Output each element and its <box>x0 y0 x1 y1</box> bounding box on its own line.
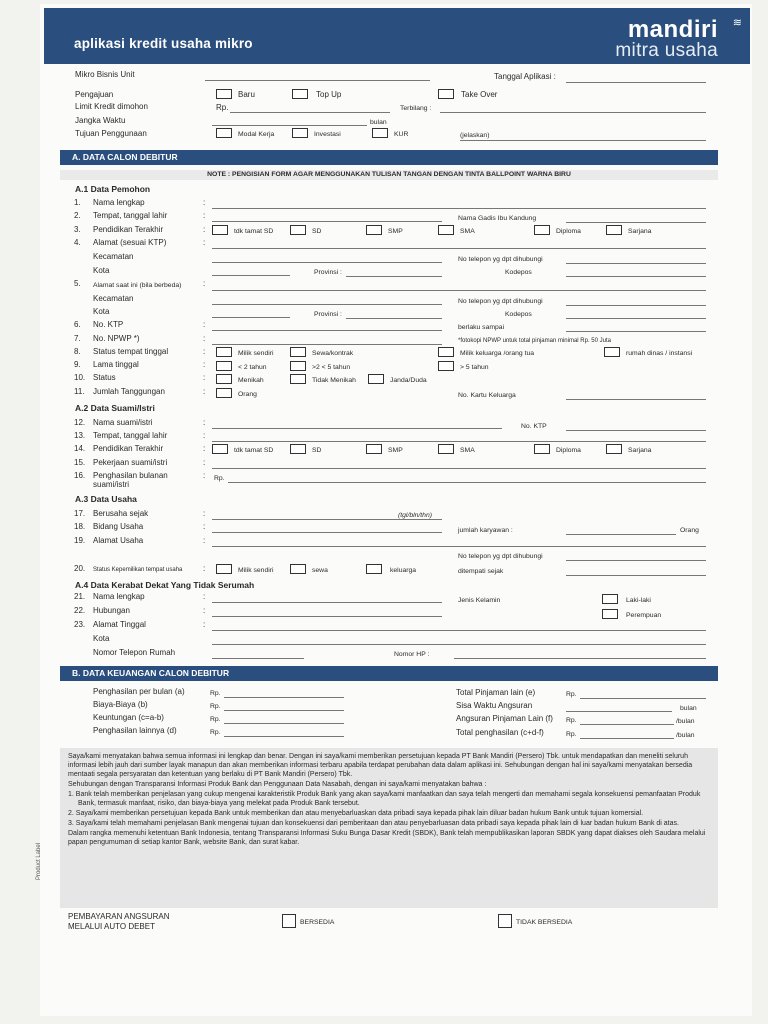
nama-ibu-field[interactable] <box>566 222 706 223</box>
tanggal-aplikasi-label: Tanggal Aplikasi : <box>494 72 556 81</box>
row-number: 5. <box>74 279 81 288</box>
row-number: 18. <box>74 522 86 531</box>
kk-field[interactable] <box>566 399 706 400</box>
no-ktp-field[interactable] <box>212 330 442 331</box>
section-b-header: B. DATA KEUANGAN CALON DEBITUR <box>60 666 718 681</box>
kerabat-kota-field[interactable] <box>212 644 706 645</box>
sisa-waktu-field[interactable] <box>566 711 672 712</box>
kk-label: No. Kartu Keluarga <box>458 392 516 399</box>
penghasilan-lain-field[interactable] <box>224 736 344 737</box>
terbilang-label: Terbilang : <box>400 105 432 112</box>
pekerjaan-field[interactable] <box>212 468 706 469</box>
sd2-label: SD <box>312 447 322 454</box>
row-number: 14. <box>74 444 86 453</box>
penghasilan-bulan-label: Penghasilan per bulan (a) <box>93 687 185 696</box>
row-number: 15. <box>74 458 86 467</box>
app-title: aplikasi kredit usaha mikro <box>74 36 253 51</box>
brand-subtitle: mitra usaha <box>615 40 718 61</box>
tidak-menikah-checkbox[interactable] <box>290 374 306 384</box>
kodepos-label: Kodepos <box>505 269 532 276</box>
row-colon: : <box>203 334 206 343</box>
row-number: 6. <box>74 320 81 329</box>
row-colon: : <box>203 373 206 382</box>
row-number: 13. <box>74 431 86 440</box>
alamat-usaha-label: Alamat Usaha <box>93 536 144 545</box>
terbilang-field[interactable] <box>440 112 706 113</box>
row-colon: : <box>203 509 206 518</box>
r25-checkbox[interactable] <box>290 361 306 371</box>
nama-ibu-label: Nama Gadis Ibu Kandung <box>458 215 537 222</box>
investasi-checkbox[interactable] <box>292 128 308 138</box>
kota-field[interactable] <box>212 275 290 276</box>
lt2-checkbox[interactable] <box>216 361 232 371</box>
no-telp-label: No telepon yg dpt dihubungi <box>458 256 543 263</box>
sma-checkbox[interactable] <box>438 225 454 235</box>
tempat-lahir-field[interactable] <box>212 221 442 222</box>
row-colon: : <box>203 444 206 453</box>
rp-label: Rp. <box>216 103 229 112</box>
a3-heading: A.3 Data Usaha <box>75 494 137 504</box>
tdk-tamat-sd-checkbox[interactable] <box>212 225 228 235</box>
brand-wave-icon: ≋ <box>732 17 742 29</box>
berusaha-label: Berusaha sejak <box>93 509 149 518</box>
kecamatan-field[interactable] <box>212 262 442 263</box>
row-number: 10. <box>74 373 86 382</box>
total-penghasilan-label: Total penghasilan (c+d-f) <box>456 728 544 737</box>
bidang-field[interactable] <box>212 532 442 533</box>
bidang-label: Bidang Usaha <box>93 522 144 531</box>
telp-rumah-field[interactable] <box>212 658 304 659</box>
row-colon: : <box>203 360 206 369</box>
investasi-label: Investasi <box>314 131 341 138</box>
milik-keluarga-label: Milik keluarga /orang tua <box>460 350 535 357</box>
provinsi-label: Provinsi : <box>314 269 342 276</box>
row-number: 20. <box>74 564 86 573</box>
jangka-waktu-label: Jangka Waktu <box>75 116 126 125</box>
no-ktp2-label: No. KTP <box>521 423 547 430</box>
angsuran-bulan-label: /bulan <box>676 718 695 725</box>
usaha-keluarga-label: keluarga <box>390 567 417 574</box>
row-colon: : <box>203 347 206 356</box>
nama-suami-label: Nama suami/istri <box>93 418 153 427</box>
auto-debet-label-2: MELALUI AUTO DEBET <box>68 922 155 931</box>
top-up-label: Top Up <box>316 90 342 99</box>
row-number: 2. <box>74 211 81 220</box>
total-pinjaman-field[interactable] <box>580 698 706 699</box>
penghasilan-suami-label2: suami/istri <box>93 480 130 489</box>
keuntungan-field[interactable] <box>224 723 344 724</box>
row-colon: : <box>203 620 206 629</box>
kur-label: KUR <box>394 131 409 138</box>
b-rp-f: Rp. <box>566 717 577 724</box>
sma-label: SMA <box>460 228 475 235</box>
sarjana-label: Sarjana <box>628 228 652 235</box>
row-number: 1. <box>74 198 81 207</box>
milik-sendiri-label: Milik sendiri <box>238 350 274 357</box>
kerabat-kota-label: Kota <box>93 634 110 643</box>
diploma-label: Diploma <box>556 228 581 235</box>
declaration-p2: Sehubungan dengan Transparansi Informasi Produk Bank dan Penggunaan Data Nasabah, dengan ini saya/kami menyatakan bahwa : <box>68 781 487 788</box>
r25-label: >2 < 5 tahun <box>312 364 351 371</box>
row-number: 22. <box>74 606 86 615</box>
a4-heading: A.4 Data Kerabat Dekat Yang Tidak Serumah <box>75 580 255 590</box>
provinsi2-field[interactable] <box>346 318 442 319</box>
laki-checkbox[interactable] <box>602 594 618 604</box>
side-code: Product Label <box>36 842 42 880</box>
kota-label: Kota <box>93 266 110 275</box>
a2-heading: A.2 Data Suami/Istri <box>75 403 155 413</box>
jenis-kelamin-label: Jenis Kelamin <box>458 597 501 604</box>
limit-kredit-field[interactable] <box>230 112 390 113</box>
row-colon: : <box>203 564 206 573</box>
menikah-label: Menikah <box>238 377 264 384</box>
karyawan-label: jumlah karyawan : <box>458 527 513 534</box>
row-number: 8. <box>74 347 81 356</box>
kur-checkbox[interactable] <box>372 128 388 138</box>
no-telp3-label: No telepon yg dpt dihubungi <box>458 553 543 560</box>
penghasilan-bulan-field[interactable] <box>224 697 344 698</box>
sewa-kontrak-label: Sewa/kontrak <box>312 350 354 357</box>
kota2-field[interactable] <box>212 317 290 318</box>
no-telp2-field[interactable] <box>566 305 706 306</box>
janda-checkbox[interactable] <box>368 374 384 384</box>
pekerjaan-label: Pekerjaan suami/istri <box>93 458 168 467</box>
row-colon: : <box>203 418 206 427</box>
diploma2-label: Diploma <box>556 447 581 454</box>
row-colon: : <box>203 536 206 545</box>
row-number: 19. <box>74 536 86 545</box>
provinsi-field[interactable] <box>346 276 442 277</box>
no-telp3-field[interactable] <box>566 560 706 561</box>
milik-keluarga-checkbox[interactable] <box>438 347 454 357</box>
sd-checkbox[interactable] <box>290 225 306 235</box>
tanggungan-label: Jumlah Tanggungan <box>93 387 165 396</box>
pengajuan-label: Pengajuan <box>75 90 114 99</box>
ditempati-field[interactable] <box>566 575 706 576</box>
row-number: 11. <box>74 387 85 396</box>
b-rp-d: Rp. <box>210 729 221 736</box>
no-telp-field[interactable] <box>566 263 706 264</box>
bulan-label: bulan <box>370 119 387 126</box>
row-number: 12. <box>74 418 86 427</box>
tidak-bersedia-checkbox[interactable] <box>498 914 512 928</box>
sisa-waktu-label: Sisa Waktu Angsuran <box>456 701 533 710</box>
penghasilan-suami-field[interactable] <box>228 482 706 483</box>
total-bulan-label: /bulan <box>676 732 695 739</box>
tdk-tamat-sd2-checkbox[interactable] <box>212 444 228 454</box>
no-ktp-label: No. KTP <box>93 320 124 329</box>
row-number: 7. <box>74 334 81 343</box>
row-colon: : <box>203 458 206 467</box>
rp2-label: Rp. <box>214 475 225 482</box>
no-ktp2-field[interactable] <box>566 430 706 431</box>
kecamatan-label: Kecamatan <box>93 252 134 261</box>
auto-debet-label: PEMBAYARAN ANGSURAN <box>68 912 170 921</box>
npwp-label: No. NPWP *) <box>93 334 140 343</box>
sisa-bulan-label: bulan <box>680 705 697 712</box>
penghasilan-suami-label: Penghasilan bulanan <box>93 471 168 480</box>
pengajuan-takeover-checkbox[interactable] <box>438 89 454 99</box>
row-colon: : <box>203 279 206 288</box>
diploma-checkbox[interactable] <box>534 225 550 235</box>
rumah-dinas-checkbox[interactable] <box>604 347 620 357</box>
total-pinjaman-label: Total Pinjaman lain (e) <box>456 688 536 697</box>
berlaku-field[interactable] <box>566 331 706 332</box>
gt5-label: > 5 tahun <box>460 364 489 371</box>
row-number: 23. <box>74 620 86 629</box>
alamat-kini-label: Alamat saat ini (bila berbeda) <box>93 282 182 289</box>
tempat-lahir-label: Tempat, tanggal lahir <box>93 211 168 220</box>
bersedia-label: BERSEDIA <box>300 919 335 926</box>
kecamatan2-label: Kecamatan <box>93 294 134 303</box>
declaration-box <box>60 748 718 908</box>
menikah-checkbox[interactable] <box>216 374 232 384</box>
row-number: 16. <box>74 471 86 480</box>
nama-lengkap-field[interactable] <box>212 208 706 209</box>
status-tempat-label: Status tempat tinggal <box>93 347 169 356</box>
karyawan-field[interactable] <box>566 534 676 535</box>
janda-label: Janda/Duda <box>390 377 427 384</box>
total-penghasilan-field[interactable] <box>580 738 674 739</box>
kodepos-field[interactable] <box>566 276 706 277</box>
take-over-label: Take Over <box>461 90 498 99</box>
usaha-milik-sendiri-checkbox[interactable] <box>216 564 232 574</box>
angsuran-label: Angsuran Pinjaman Lain (f) <box>456 714 553 723</box>
lt2-label: < 2 tahun <box>238 364 267 371</box>
row-colon: : <box>203 592 206 601</box>
row-number: 17. <box>74 509 86 518</box>
usaha-keluarga-checkbox[interactable] <box>366 564 382 574</box>
tdk-tamat2-label: tdk tamat SD <box>234 447 274 454</box>
row-number: 21. <box>74 592 86 601</box>
kodepos2-label: Kodepos <box>505 311 532 318</box>
rumah-dinas-label: rumah dinas / instansi <box>626 350 693 357</box>
row-number: 3. <box>74 225 81 234</box>
kota2-label: Kota <box>93 307 110 316</box>
b-rp-b: Rp. <box>210 703 221 710</box>
b-rp-c: Rp. <box>210 716 221 723</box>
status-usaha-label: Status Kepemilikan tempat usaha <box>93 567 183 573</box>
row-colon: : <box>203 198 206 207</box>
kodepos2-field[interactable] <box>566 318 706 319</box>
section-a-header: A. DATA CALON DEBITUR <box>60 150 718 165</box>
form-note: NOTE : PENGISIAN FORM AGAR MENGGUNAKAN TULISAN TANGAN DENGAN TINTA BALLPOINT WARNA BIRU <box>60 170 718 180</box>
perempuan-checkbox[interactable] <box>602 609 618 619</box>
alamat-kini-field[interactable] <box>212 290 706 291</box>
tidak-bersedia-label: TIDAK BERSEDIA <box>516 919 573 926</box>
alamat-usaha-field[interactable] <box>212 546 706 547</box>
mikro-bisnis-unit-field[interactable] <box>205 80 430 81</box>
usaha-sewa-label: sewa <box>312 567 328 574</box>
tempat2-label: Tempat, tanggal lahir <box>93 431 168 440</box>
tidak-menikah-label: Tidak Menikah <box>312 377 356 384</box>
row-colon: : <box>203 320 206 329</box>
telp-rumah-label: Nomor Telepon Rumah <box>93 648 176 657</box>
gt5-checkbox[interactable] <box>438 361 454 371</box>
no-telp2-label: No telepon yg dpt dihubungi <box>458 298 543 305</box>
b-rp-g: Rp. <box>566 731 577 738</box>
row-colon: : <box>203 211 206 220</box>
mikro-bisnis-unit-label: Mikro Bisnis Unit <box>75 70 135 79</box>
sma2-checkbox[interactable] <box>438 444 454 454</box>
npwp-note: *fotokopi NPWP untuk total pinjaman minimal Rp. 50 Juta <box>458 338 611 344</box>
declaration-p3: Dalam rangka memenuhi ketentuan Bank Indonesia, tentang Transparansi Informasi Suku Bunga Dasar Kredit (SBDK), Bank telah mempublikasikan laporan SBDK yang dapat diakses oleh Saudara melalui papan pengumuman di setiap kantor Bank, website Bank, dan surat kabar. <box>68 830 706 846</box>
sd-label: SD <box>312 228 322 235</box>
keuntungan-label: Keuntungan (c=a-b) <box>93 713 164 722</box>
orang2-label: Orang <box>680 527 699 534</box>
usaha-milik-sendiri-label: Milik sendiri <box>238 567 274 574</box>
hp-label: Nomor HP : <box>394 651 430 658</box>
sma2-label: SMA <box>460 447 475 454</box>
baru-label: Baru <box>238 90 255 99</box>
b-rp-e: Rp. <box>566 691 577 698</box>
alamat-tinggal-label: Alamat Tinggal <box>93 620 146 629</box>
row-colon: : <box>203 522 206 531</box>
angsuran-field[interactable] <box>580 724 674 725</box>
hubungan-field[interactable] <box>212 616 442 617</box>
berlaku-label: berlaku sampai <box>458 324 505 331</box>
kerabat-nama-field[interactable] <box>212 602 442 603</box>
declaration-item-1: 1. Bank telah memberikan penjelasan yang cukup mengenai karakteristik Produk Bank yang akan saya/kami manfaatkan dan saya telah mengerti dan memahami segala konsekuensi pemanfaatan Produk Bank, termasuk manfaat, risiko, dan biaya-biaya yang melekat pada Produk Bank tersebut. <box>68 791 701 807</box>
smp2-label: SMP <box>388 447 403 454</box>
orang-label: Orang <box>238 391 257 398</box>
pendidikan2-label: Pendidikan Terakhir <box>93 444 164 453</box>
milik-sendiri-checkbox[interactable] <box>216 347 232 357</box>
penghasilan-lain-label: Penghasilan lainnya (d) <box>93 726 177 735</box>
alamat-tinggal-field[interactable] <box>212 630 706 631</box>
tanggungan-field[interactable] <box>216 388 232 398</box>
pendidikan-label: Pendidikan Terakhir <box>93 225 164 234</box>
alamat-ktp-label: Alamat (sesuai KTP) <box>93 238 167 247</box>
jangka-waktu-field[interactable] <box>212 125 367 126</box>
brand-logo: mandiri <box>627 16 718 43</box>
sewa-kontrak-checkbox[interactable] <box>290 347 306 357</box>
nama-suami-field[interactable] <box>212 428 502 429</box>
sarjana2-checkbox[interactable] <box>606 444 622 454</box>
tanggal-aplikasi-field[interactable] <box>566 82 706 83</box>
provinsi2-label: Provinsi : <box>314 311 342 318</box>
hubungan-label: Hubungan <box>93 606 130 615</box>
ditempati-label: ditempati sejak <box>458 568 504 575</box>
tgl-hint: (tgl/bln/thn) <box>398 512 433 519</box>
pengajuan-baru-checkbox[interactable] <box>216 89 232 99</box>
row-number: 4. <box>74 238 81 247</box>
biaya-field[interactable] <box>224 710 344 711</box>
smp2-checkbox[interactable] <box>366 444 382 454</box>
tujuan-penggunaan-label: Tujuan Penggunaan <box>75 129 147 138</box>
hp-field[interactable] <box>454 658 706 659</box>
a1-heading: A.1 Data Pemohon <box>75 184 151 194</box>
tdk-tamat-label: tdk tamat SD <box>234 228 274 235</box>
alamat-ktp-field[interactable] <box>212 248 706 249</box>
sarjana2-label: Sarjana <box>628 447 652 454</box>
sarjana-checkbox[interactable] <box>606 225 622 235</box>
kerabat-nama-label: Nama lengkap <box>93 592 145 601</box>
limit-kredit-label: Limit Kredit dimohon <box>75 102 148 111</box>
lama-tinggal-label: Lama tinggal <box>93 360 139 369</box>
kecamatan2-field[interactable] <box>212 304 442 305</box>
biaya-label: Biaya-Biaya (b) <box>93 700 148 709</box>
modal-kerja-label: Modal Kerja <box>238 131 275 138</box>
npwp-field[interactable] <box>212 344 442 345</box>
row-colon: : <box>203 471 206 480</box>
declaration-item-2: 2. Saya/kami memberikan persetujuan kepada Bank untuk memberikan dan atau menyebarluaskan data pribadi saya kepada pihak lain diluar badan hukum Bank untuk tujuan komersial. <box>68 810 644 817</box>
declaration-p1: Saya/kami menyatakan bahwa semua informasi ini lengkap dan benar. Dengan ini saya/kami memberikan persetujuan kepada PT Bank Mandiri (Persero) Tbk. untuk mendapatkan dan meneliti seluruh informasi lebih jauh dari sumber layak manapun dan akan memberikan informasi terbaru apabila terdapat perubahan data dalam aplikasi ini. Sehubungan dengan hal ini saya/kami menyatakan bersedia mentaati segala persyaratan dan ketentuan yang berlaku di PT Bank Mandiri (Persero) Tbk. <box>68 753 693 778</box>
pengajuan-topup-checkbox[interactable] <box>292 89 308 99</box>
row-colon: : <box>203 238 206 247</box>
form-header <box>44 8 750 64</box>
diploma2-checkbox[interactable] <box>534 444 550 454</box>
jelaskan-label: (jelaskan) <box>460 132 490 139</box>
bersedia-checkbox[interactable] <box>282 914 296 928</box>
tempat2-field[interactable] <box>212 441 706 442</box>
modal-kerja-checkbox[interactable] <box>216 128 232 138</box>
usaha-sewa-checkbox[interactable] <box>290 564 306 574</box>
sd2-checkbox[interactable] <box>290 444 306 454</box>
row-number: 9. <box>74 360 81 369</box>
b-rp-a: Rp. <box>210 690 221 697</box>
nama-lengkap-label: Nama lengkap <box>93 198 145 207</box>
row-colon: : <box>203 431 206 440</box>
laki-label: Laki-laki <box>626 597 651 604</box>
row-colon: : <box>203 225 206 234</box>
jelaskan-field[interactable] <box>460 140 706 141</box>
status-label: Status <box>93 373 116 382</box>
row-colon: : <box>203 387 206 396</box>
declaration-item-3: 3. Saya/kami telah memahami penjelasan Bank mengenai tujuan dan konsekuensi dari pemberitaan dan atau penyebarluasan data pribadi saya kepada pihak lain di luar badan hukum Bank di atas. <box>68 820 679 827</box>
smp-label: SMP <box>388 228 403 235</box>
perempuan-label: Perempuan <box>626 612 662 619</box>
row-colon: : <box>203 606 206 615</box>
smp-checkbox[interactable] <box>366 225 382 235</box>
